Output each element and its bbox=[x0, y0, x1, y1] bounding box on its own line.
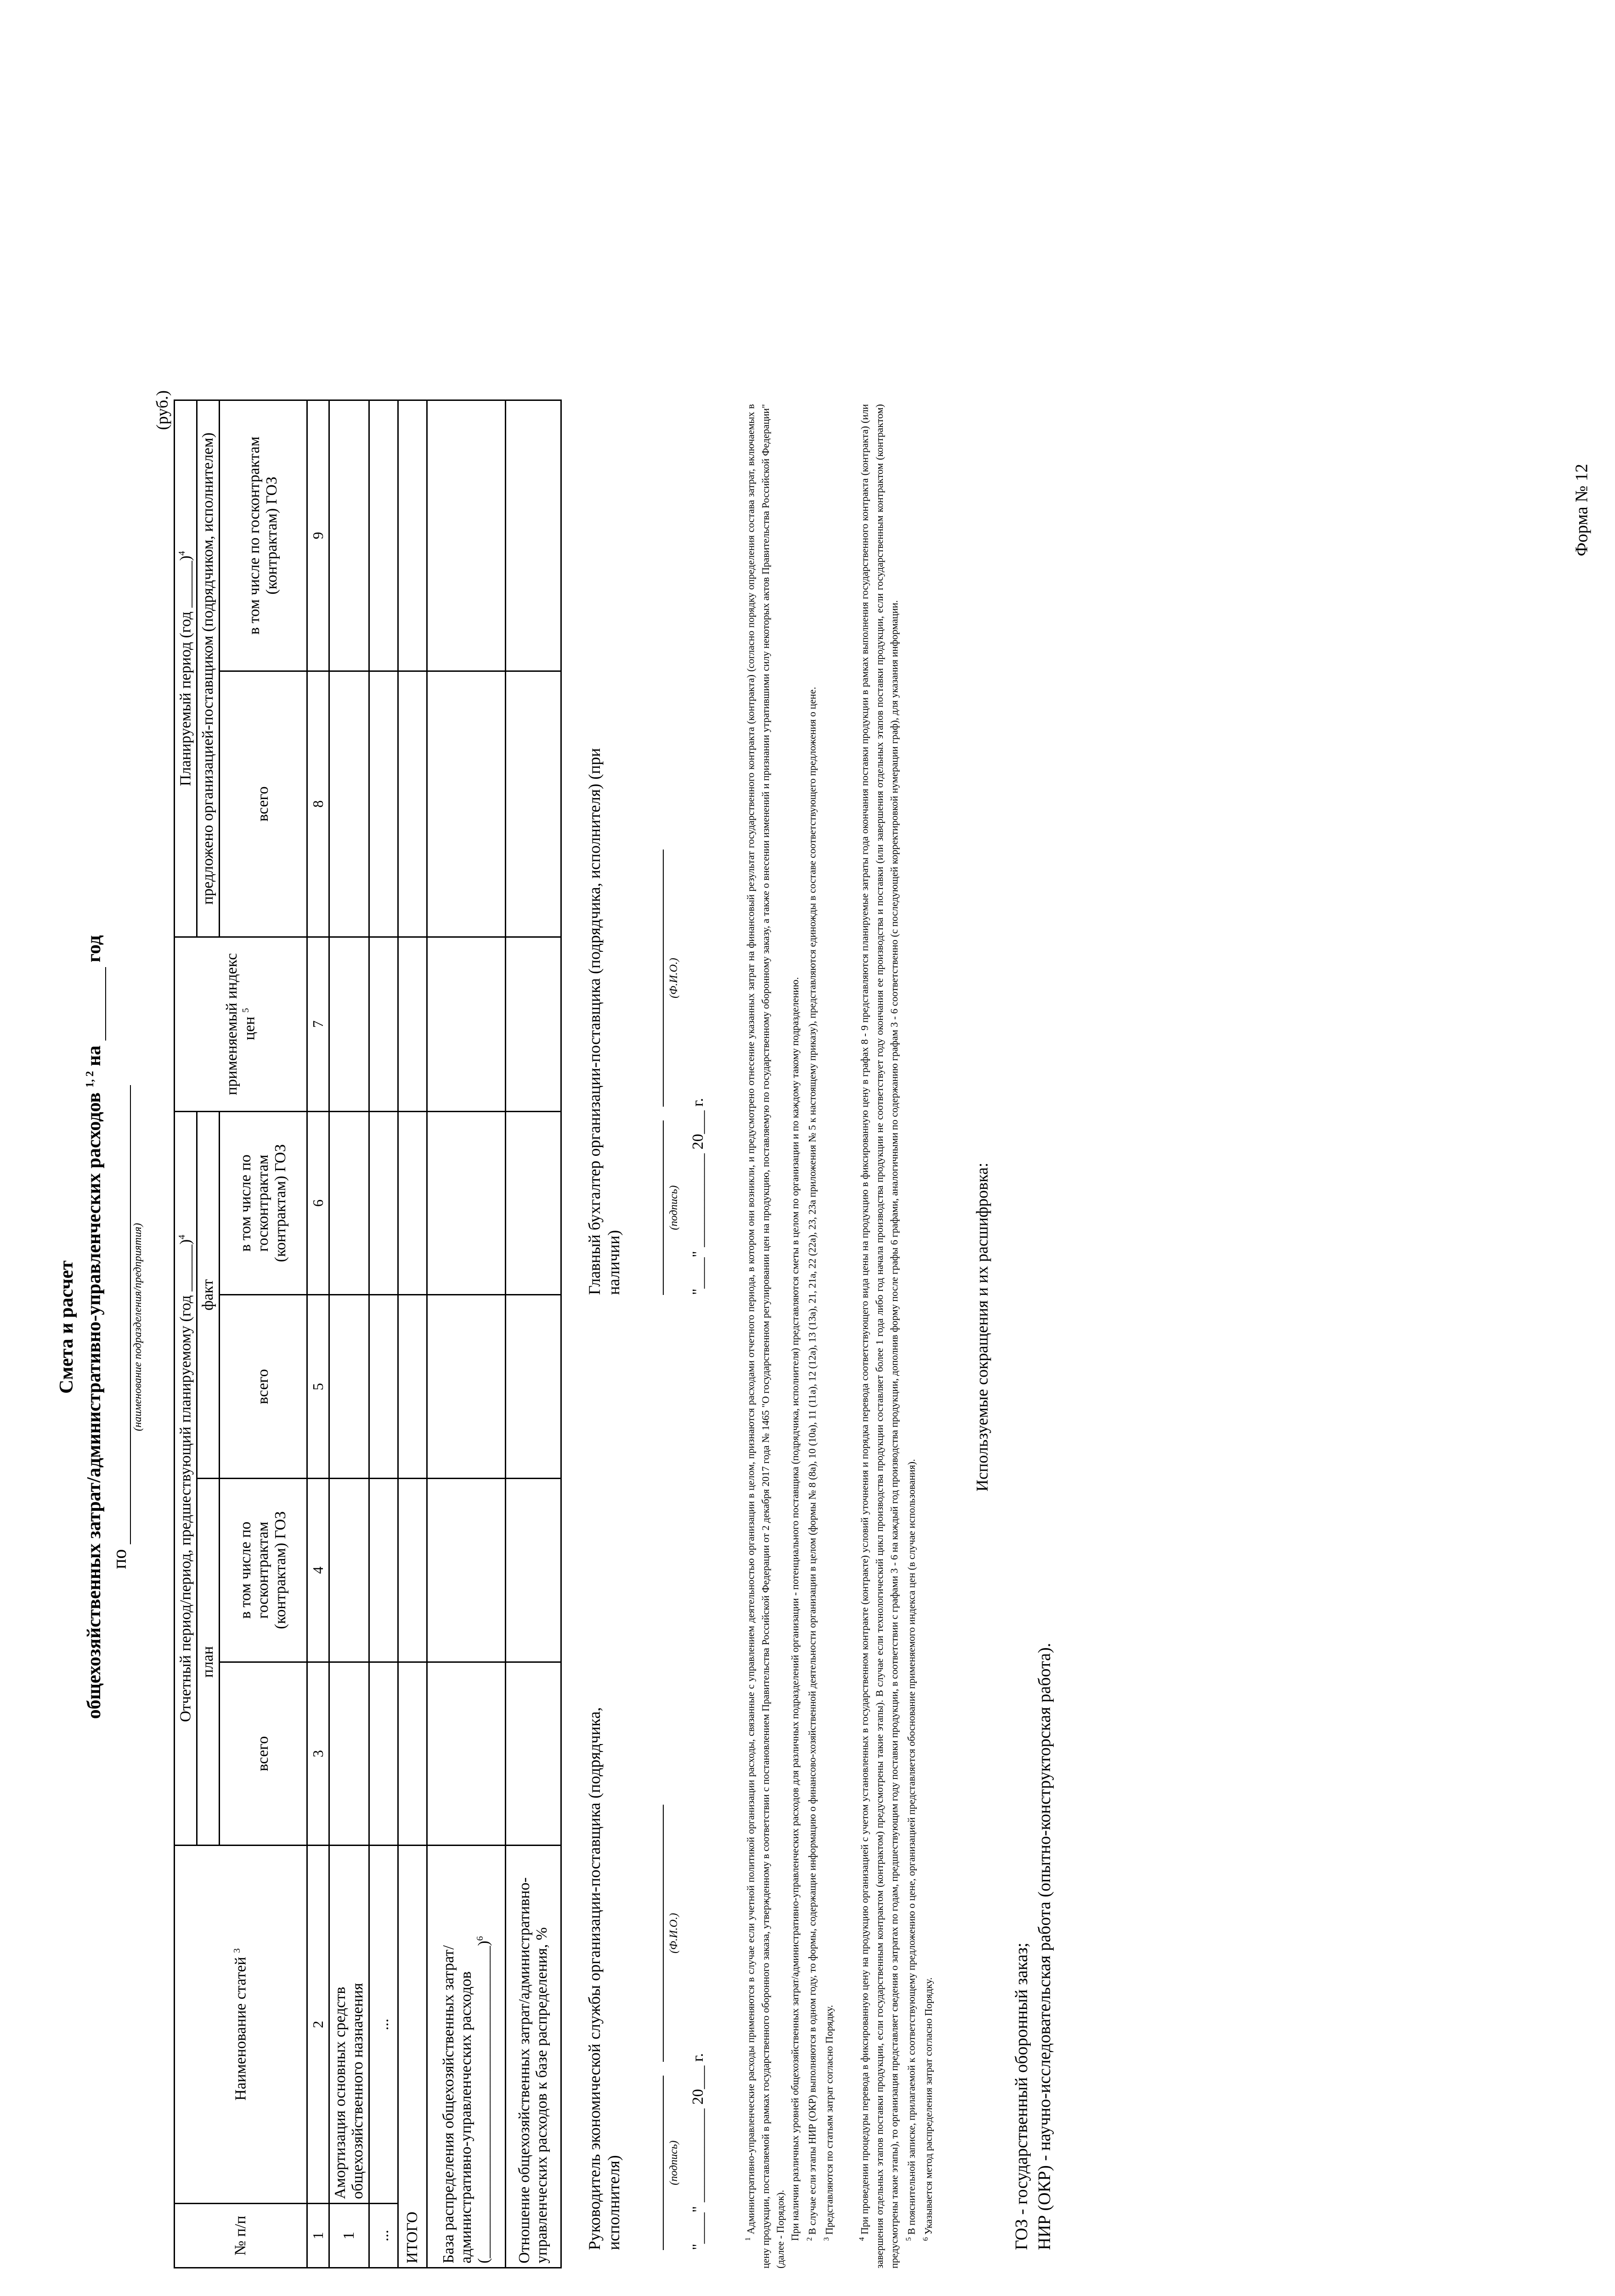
row-num: ... bbox=[369, 2204, 398, 2268]
unit-label: (руб.) bbox=[153, 390, 171, 430]
rotated-document-body bbox=[28, 386, 1543, 2268]
table-row-base bbox=[427, 400, 506, 2268]
row-num: 1 bbox=[329, 2204, 369, 2268]
table-row bbox=[329, 400, 369, 2268]
subtitle-text: общехозяйственных затрат/административно-управленческих расходов bbox=[84, 1092, 105, 1719]
row-base-label: База распределения общехозяйственных затрат/административно-управленческих расходов (________________________________________)$^6$ bbox=[427, 1846, 506, 2268]
header-fact-all: всего bbox=[220, 1295, 307, 1479]
col-num: 5 bbox=[307, 1295, 329, 1479]
header-name: Наименование статей $^3$ bbox=[175, 1846, 307, 2204]
footnote: $^4$ При проведении процедуры перевода в фиксированную цену на продукцию организацией с учетом установленных в государственном контракте (контракте) условий уточнения и порядка перевода соответствующего вида цены на продукцию в фиксированную цену в графах 8 - 9 представляются планируемые затраты года окончания поставки продукции в рамках выполнения государственного контракта (контракта) (или завершения отдельных этапов поставки продукции, если государственным контрактом (контрактом) предусмотрены такие этапы). В случае если технологический цикл производства продукции составляет более 1 года либо год начала производства продукции не соответствует году окончания ее производства и поставки (или завершения отдельных этапов поставки продукции, если государственным контрактом (контрактом) предусмотрены такие этапы), то организация представляет сведения о затратах по годам, предшествующим году поставки продукции, в соответствии с графами 3 - 6 на каждый год производства продукции, дополнив форму после графы 6 графами, аналогичными по содержанию графам 3 - 6 соответственно (с последующей корректировкой нумерации граф), для указания информации. bbox=[858, 404, 900, 2268]
row-name: Амортизация основных средств общехозяйственного назначения bbox=[329, 1846, 369, 2204]
signature-right bbox=[585, 698, 707, 1295]
col-num: 4 bbox=[307, 1478, 329, 1662]
header-planned-period: Планируемый период (год ______)$^4$ bbox=[175, 400, 197, 937]
header-offered: предложено организацией-поставщиком (подрядчиком, исполнителем) bbox=[197, 400, 220, 937]
header-plan-all: всего bbox=[220, 1662, 307, 1846]
signature-left-blanks: (подпись) (Ф.И.О.) bbox=[646, 1653, 680, 2250]
row-total-label: ИТОГО bbox=[398, 1846, 427, 2268]
column-number-row bbox=[307, 400, 329, 2268]
subtitle-na: на bbox=[84, 1045, 105, 1066]
header-offered-incl: в том числе по госконтрактам (контрактам) ГОЗ bbox=[220, 400, 307, 671]
abbreviations-title: Используемые сокращения и их расшифровка: bbox=[973, 1162, 992, 1492]
po-caption: (наименование подразделения/предприятия) bbox=[132, 1223, 144, 1431]
header-reporting-period: Отчетный период/период, предшествующий планируемому (год ______)$^4$ bbox=[175, 1111, 197, 1846]
row-ratio-label: Отношение общехозяйственных затрат/административно-управленческих расходов к базе распределения, % bbox=[506, 1846, 561, 2268]
col-num: 1 bbox=[307, 2204, 329, 2268]
header-fact: факт bbox=[197, 1111, 220, 1478]
row-name: ... bbox=[369, 1846, 398, 2204]
subtitle-footnote-ref: 1, 2 bbox=[84, 1071, 96, 1088]
signature-right-title: Главный бухгалтер организации-поставщика (подрядчика, исполнителя) (при наличии) bbox=[585, 748, 623, 1295]
table-row-total bbox=[398, 400, 427, 2268]
footnote: При наличии различных уровней общехозяйственных затрат/административно-управленческих расходов для различных подразделений организации - потенциального поставщика (подрядчика, исполнителя) представляются сметы в целом по организации и по каждому такому подразделению. bbox=[789, 977, 801, 2241]
header-fact-incl: в том числе по госконтрактам (контрактам) ГОЗ bbox=[220, 1111, 307, 1295]
signature-right-blanks: (подпись) (Ф.И.О.) bbox=[646, 698, 680, 1295]
footnote: $^2$ В случае если этапы НИР (ОКР) выполняются в одном году, то формы, содержащие информацию о финансово-хозяйственной деятельности организации в целом (формы № 8 (8а), 10 (10а), 11 (11а), 12 (12а), 13 (13а), 21, 21а, 22 (22а), 23, 23а приложения № 5 к настоящему приказу), представляются единожды в составе соответствующего предложения о цене. bbox=[805, 687, 818, 2241]
signature-left-title: Руководитель экономической службы организации-поставщика (подрядчика, исполнителя) bbox=[585, 1707, 623, 2250]
header-num: № п/п bbox=[175, 2204, 307, 2268]
form-number-label: Форма № 12 bbox=[1572, 464, 1591, 557]
signature-left bbox=[585, 1653, 707, 2250]
footnote: $^3$ Представляются по статьям затрат согласно Порядку. bbox=[822, 2005, 835, 2241]
col-num: 3 bbox=[307, 1662, 329, 1846]
header-offered-all: всего bbox=[220, 671, 307, 937]
abbreviation-item: ГОЗ - государственный оборонный заказ; bbox=[1012, 1942, 1032, 2250]
footnote: $^5$ В пояснительной записке, прилагаемой к соответствующему предложению о цене, организацией представляется обоснование применяемого индекса цен (в случае использования). bbox=[904, 1459, 917, 2241]
signature-right-date: "____" ____________ 20___ г. bbox=[689, 1098, 707, 1295]
signature-area bbox=[585, 386, 723, 2268]
header-plan: план bbox=[197, 1478, 220, 1845]
document-title: Смета и расчет bbox=[56, 1260, 77, 1394]
col-num: 6 bbox=[307, 1111, 329, 1295]
table-row-ratio bbox=[506, 400, 561, 2268]
col-num: 7 bbox=[307, 937, 329, 1111]
signature-left-date: "____" ____________ 20___ г. bbox=[689, 2053, 707, 2250]
footnote: $^1$ Административно-управленческие расходы применяются в случае если учетной политикой организации расходы, связанные с управлением деятельностью организации в целом, признаются расходами отчетного периода, в котором они возникли, и предусмотрено отнесение указанных затрат на финансовый результат государственного контракта (контракта) (согласно порядку определения состава затрат, включаемых в цену продукции, поставляемой в рамках государственного оборонного заказа, утвержденному в соответствии с постановлением Правительства Российской Федерации от 2 декабря 2017 года № 1465 "О государственном регулировании цен на продукцию, поставляемую по государственному оборонному заказу, а также о внесении изменений и признании утратившими силу некоторых актов Правительства Российской Федерации" (далее - Порядок). bbox=[744, 404, 786, 2268]
po-line bbox=[109, 386, 131, 2268]
subtitle-god: год bbox=[84, 935, 105, 962]
abbreviation-item: НИР (ОКР) - научно-исследовательская работа (опытно-конструкторская работа). bbox=[1035, 1643, 1055, 2250]
header-plan-incl: в том числе по госконтрактам (контрактам) ГОЗ bbox=[220, 1478, 307, 1662]
estimate-table bbox=[174, 400, 562, 2268]
po-label: по bbox=[109, 1549, 130, 1569]
col-num: 2 bbox=[307, 1846, 329, 2204]
document-subtitle bbox=[78, 386, 106, 2268]
table-row bbox=[369, 400, 398, 2268]
col-num: 9 bbox=[307, 400, 329, 671]
abbreviations-list bbox=[1010, 386, 1056, 2268]
po-blank bbox=[112, 1085, 131, 1544]
header-price-index: применяемый индекс цен $^5$ bbox=[175, 937, 307, 1111]
footnote: $^6$ Указывается метод распределения затрат согласно Порядку. bbox=[921, 1977, 934, 2241]
col-num: 8 bbox=[307, 671, 329, 937]
footnotes bbox=[741, 386, 936, 2268]
year-blank bbox=[89, 967, 106, 1041]
